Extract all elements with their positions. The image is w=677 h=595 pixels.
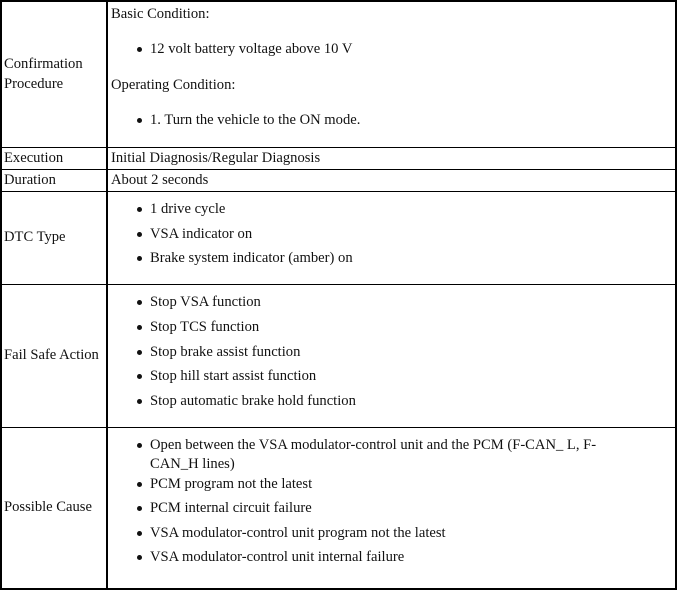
list-item: VSA indicator on [110, 225, 675, 250]
list-item: 1. Turn the vehicle to the ON mode. [110, 111, 675, 130]
fail-safe-list [110, 285, 675, 417]
list-item: Stop hill start assist function [110, 367, 675, 392]
row-dtc-type [2, 191, 675, 284]
list-item: PCM internal circuit failure [110, 499, 675, 524]
operating-condition-list [110, 111, 675, 130]
value-possible-cause [110, 428, 675, 588]
label-possible-cause: Possible Cause [2, 428, 108, 588]
row-execution [2, 147, 675, 169]
label-dtc-type: DTC Type [2, 192, 108, 284]
row-possible-cause [2, 427, 675, 588]
label-execution: Execution [2, 148, 108, 169]
label-fail-safe-action: Fail Safe Action [2, 285, 108, 427]
row-confirmation-procedure [2, 2, 675, 147]
value-dtc-type [110, 192, 675, 284]
list-item: Stop brake assist function [110, 343, 675, 368]
basic-condition-title: Basic Condition: [111, 6, 210, 22]
list-item: VSA modulator-control unit program not the latest [110, 524, 675, 549]
dtc-type-list [110, 192, 675, 274]
list-item: 12 volt battery voltage above 10 V [110, 40, 675, 59]
list-item: 1 drive cycle [110, 200, 675, 225]
label-confirmation-procedure: Confirmation Procedure [2, 2, 108, 147]
row-fail-safe-action [2, 284, 675, 427]
value-fail-safe-action [110, 285, 675, 427]
possible-cause-list [110, 428, 675, 573]
operating-condition-title: Operating Condition: [111, 77, 236, 93]
list-item: PCM program not the latest [110, 475, 675, 500]
value-execution: Initial Diagnosis/Regular Diagnosis [111, 150, 321, 166]
list-item: Stop VSA function [110, 293, 675, 318]
list-item: Stop automatic brake hold function [110, 392, 675, 417]
list-item: Brake system indicator (amber) on [110, 249, 675, 274]
list-item: Open between the VSA modulator-control unit and the PCM (F-CAN_ L, F-CAN_H lines) [110, 436, 675, 475]
list-item: VSA modulator-control unit internal failure [110, 548, 675, 573]
row-duration [2, 169, 675, 191]
value-confirmation-procedure [110, 2, 675, 147]
label-duration: Duration [2, 170, 108, 191]
list-item: Stop TCS function [110, 318, 675, 343]
basic-condition-list [110, 40, 675, 59]
value-duration: About 2 seconds [111, 172, 209, 188]
